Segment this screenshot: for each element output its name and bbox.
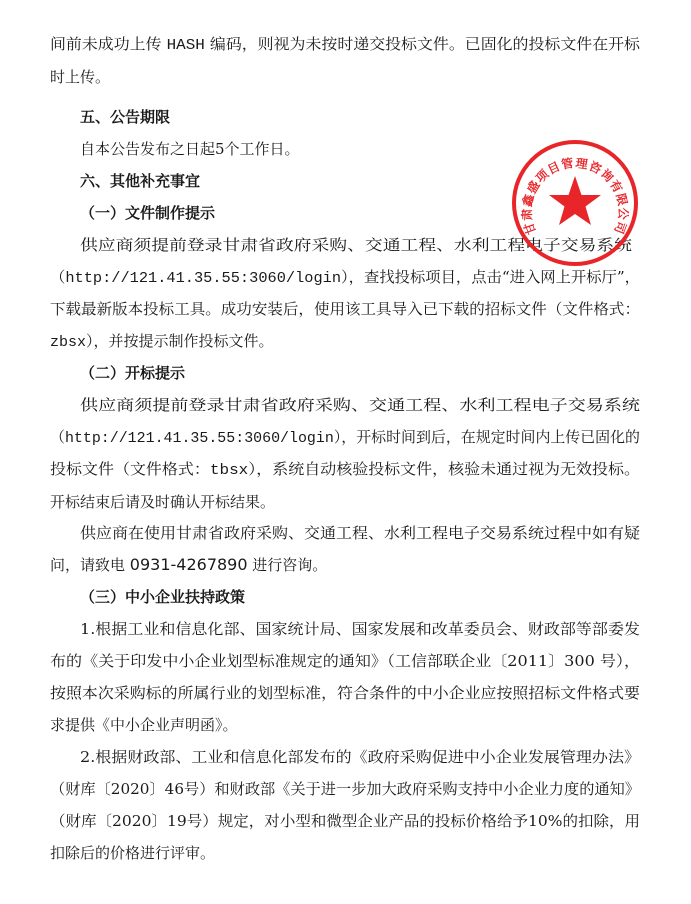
line-content [50, 453, 640, 487]
text-line [0, 357, 691, 389]
text-line [0, 645, 691, 677]
line-content [50, 486, 275, 518]
text-run: ），开标时间到后，在规定时间内上传已固化的 [333, 428, 640, 446]
line-content [50, 677, 640, 709]
line-content [80, 101, 170, 133]
text-line [0, 517, 691, 549]
text-run: 求提供《中小企业声明函》。 [50, 716, 238, 734]
text-run: （一）文件制作提示 [80, 204, 216, 222]
text-run: （财库〔2020〕46号）和财政部《关于进一步加大政府采购支持中小企业力度的通知》 [50, 780, 640, 798]
text-line [0, 549, 691, 581]
line-content [80, 197, 215, 229]
text-line [0, 613, 691, 645]
line-content [50, 805, 640, 837]
line-content [80, 357, 185, 389]
text-run: zbsx [50, 334, 87, 351]
text-run: 间前未成功上传 [50, 35, 167, 53]
line-content [50, 28, 640, 62]
text-run: 2.根据财政部、工业和信息化部发布的《政府采购促进中小企业发展管理办法》 [80, 748, 640, 766]
text-line [0, 709, 691, 741]
text-line [0, 837, 691, 869]
line-content [80, 517, 640, 549]
line-content [80, 613, 640, 645]
text-line [0, 28, 691, 60]
text-line [0, 741, 691, 773]
text-run: ），并按提示制作投标文件。 [86, 332, 274, 350]
line-content [50, 837, 215, 869]
text-run: （三）中小企业扶持政策 [80, 588, 246, 606]
line-content [80, 389, 640, 421]
text-run: ），查找投标项目，点击“进入网上开标厅”， [341, 268, 640, 286]
text-run: tbsx [209, 462, 249, 479]
text-line [0, 486, 691, 518]
text-line [0, 677, 691, 709]
text-run: 投标文件（文件格式： [50, 460, 210, 478]
text-run: 供应商须提前登录甘肃省政府采购、交通工程、水利工程电子交易系统 [80, 236, 632, 254]
line-content [80, 741, 640, 773]
text-run: （ [50, 428, 65, 446]
text-line [0, 453, 691, 485]
text-line [0, 293, 691, 325]
text-run: 进行咨询。 [247, 556, 328, 574]
line-content [80, 165, 200, 197]
text-run: 开标结束后请及时确认开标结果。 [50, 493, 276, 511]
text-run: 问，请致电 [50, 556, 130, 574]
line-content [50, 293, 640, 325]
text-run: 供应商在使用甘肃省政府采购、交通工程、水利工程电子交易系统过程中如有疑 [80, 524, 640, 542]
text-run: 布的《关于印发中小企业划型标准规定的通知》（工信部联企业〔2011〕300 号）， [50, 652, 640, 670]
text-run: 供应商须提前登录甘肃省政府采购、交通工程、水利工程电子交易系统 [80, 396, 640, 414]
text-run: HASH [166, 37, 205, 54]
line-content [50, 61, 110, 93]
text-run: 六、其他补充事宜 [80, 172, 201, 190]
line-content [50, 773, 640, 805]
text-line [0, 773, 691, 805]
line-content [50, 421, 640, 455]
text-line [0, 805, 691, 837]
text-run: 扣除后的价格进行评审。 [50, 844, 216, 862]
text-run: ），系统自动核验投标文件，核验未通过视为无效投标。 [248, 460, 640, 478]
text-run: （二）开标提示 [80, 364, 186, 382]
text-run: 0931-4267890 [129, 555, 248, 574]
text-line [0, 389, 691, 421]
text-line [0, 421, 691, 453]
text-line [0, 61, 691, 93]
text-line [0, 101, 691, 133]
line-content [50, 709, 238, 741]
line-content [50, 645, 640, 677]
line-content [50, 325, 274, 359]
text-run: 时上传。 [50, 68, 111, 86]
text-line [0, 581, 691, 613]
text-run: 自本公告发布之日起5个工作日。 [80, 140, 300, 158]
text-run: 1.根据工业和信息化部、国家统计局、国家发展和改革委员会、财政部等部委发 [80, 620, 640, 638]
text-run: http://121.41.35.55:3060/login [65, 270, 342, 287]
line-content [80, 581, 245, 613]
text-run: 按照本次采购标的所属行业的划型标准，符合条件的中小企业应按照招标文件格式要 [50, 684, 640, 702]
line-content [80, 133, 300, 165]
text-line [0, 325, 691, 357]
text-run: 五、公告期限 [80, 108, 171, 126]
text-run: （财库〔2020〕19号）规定，对小型和微型企业产品的投标价格给予10%的扣除，用 [50, 812, 640, 830]
text-run: （ [50, 268, 66, 286]
text-run: http://121.41.35.55:3060/login [64, 430, 334, 447]
text-run: 下载最新版本投标工具。成功安装后，使用该工具导入已下载的招标文件（文件格式： [50, 300, 640, 318]
company-seal [510, 138, 640, 268]
line-content [50, 549, 327, 581]
seal-text: 甘肃鑫盛项目管理咨询有限公司 [519, 155, 631, 237]
seal-star-icon [549, 176, 601, 225]
text-run: 编码，则视为未按时递交投标文件。已固化的投标文件在开标 [204, 35, 640, 53]
